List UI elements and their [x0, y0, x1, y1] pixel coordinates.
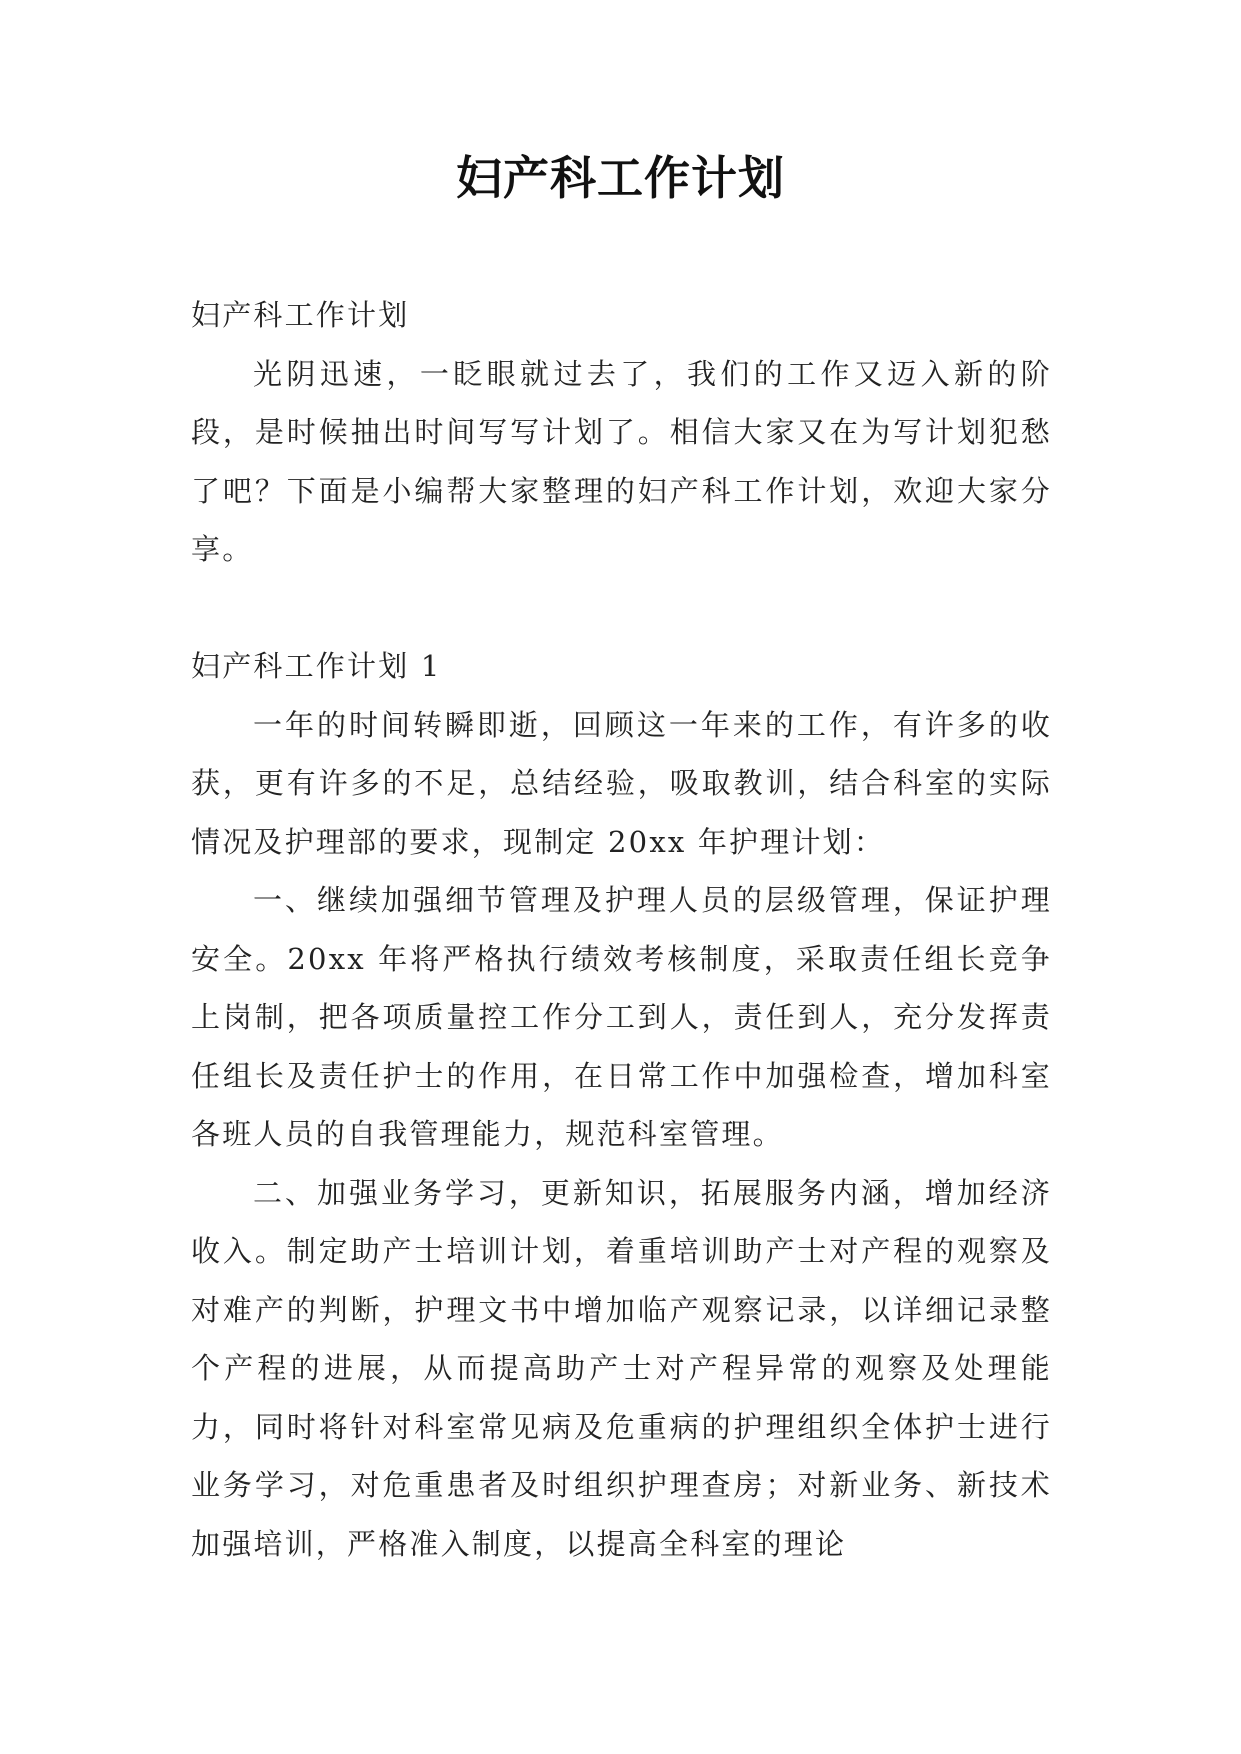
- document-body: [191, 286, 1052, 1573]
- section-paragraph: 一年的时间转瞬即逝，回顾这一年来的工作，有许多的收获，更有许多的不足，总结经验，吸取教训，结合科室的实际情况及护理部的要求，现制定 20xx 年护理计划：: [191, 707, 1052, 859]
- intro-paragraph: 光阴迅速，一眨眼就过去了，我们的工作又迈入新的阶段，是时候抽出时间写写计划了。相信大家又在为写计划犯愁了吧？下面是小编帮大家整理的妇产科工作计划，欢迎大家分享。: [191, 356, 1052, 566]
- document-subtitle: 妇产科工作计划: [191, 298, 410, 332]
- section-heading: 妇产科工作计划 1: [191, 649, 442, 683]
- section-spacer: [191, 579, 1052, 638]
- document-title: 妇产科工作计划: [456, 151, 785, 205]
- section-paragraph: 二、加强业务学习，更新知识，拓展服务内涵，增加经济收入。制定助产士培训计划，着重培训助产士对产程的观察及对难产的判断，护理文书中增加临产观察记录，以详细记录整个产程的进展，从而提高助产士对产程异常的观察及处理能力，同时将针对科室常见病及危重病的护理组织全体护士进行业务学习，对危重患者及时组织护理查房；对新业务、新技术加强培训，严格准入制度，以提高全科室的理论: [191, 1175, 1052, 1561]
- section-paragraph: 一、继续加强细节管理及护理人员的层级管理，保证护理安全。20xx 年将严格执行绩效考核制度，采取责任组长竞争上岗制，把各项质量控工作分工到人，责任到人，充分发挥责任组长及责任护士的作用，在日常工作中加强检查，增加科室各班人员的自我管理能力，规范科室管理。: [191, 883, 1052, 1151]
